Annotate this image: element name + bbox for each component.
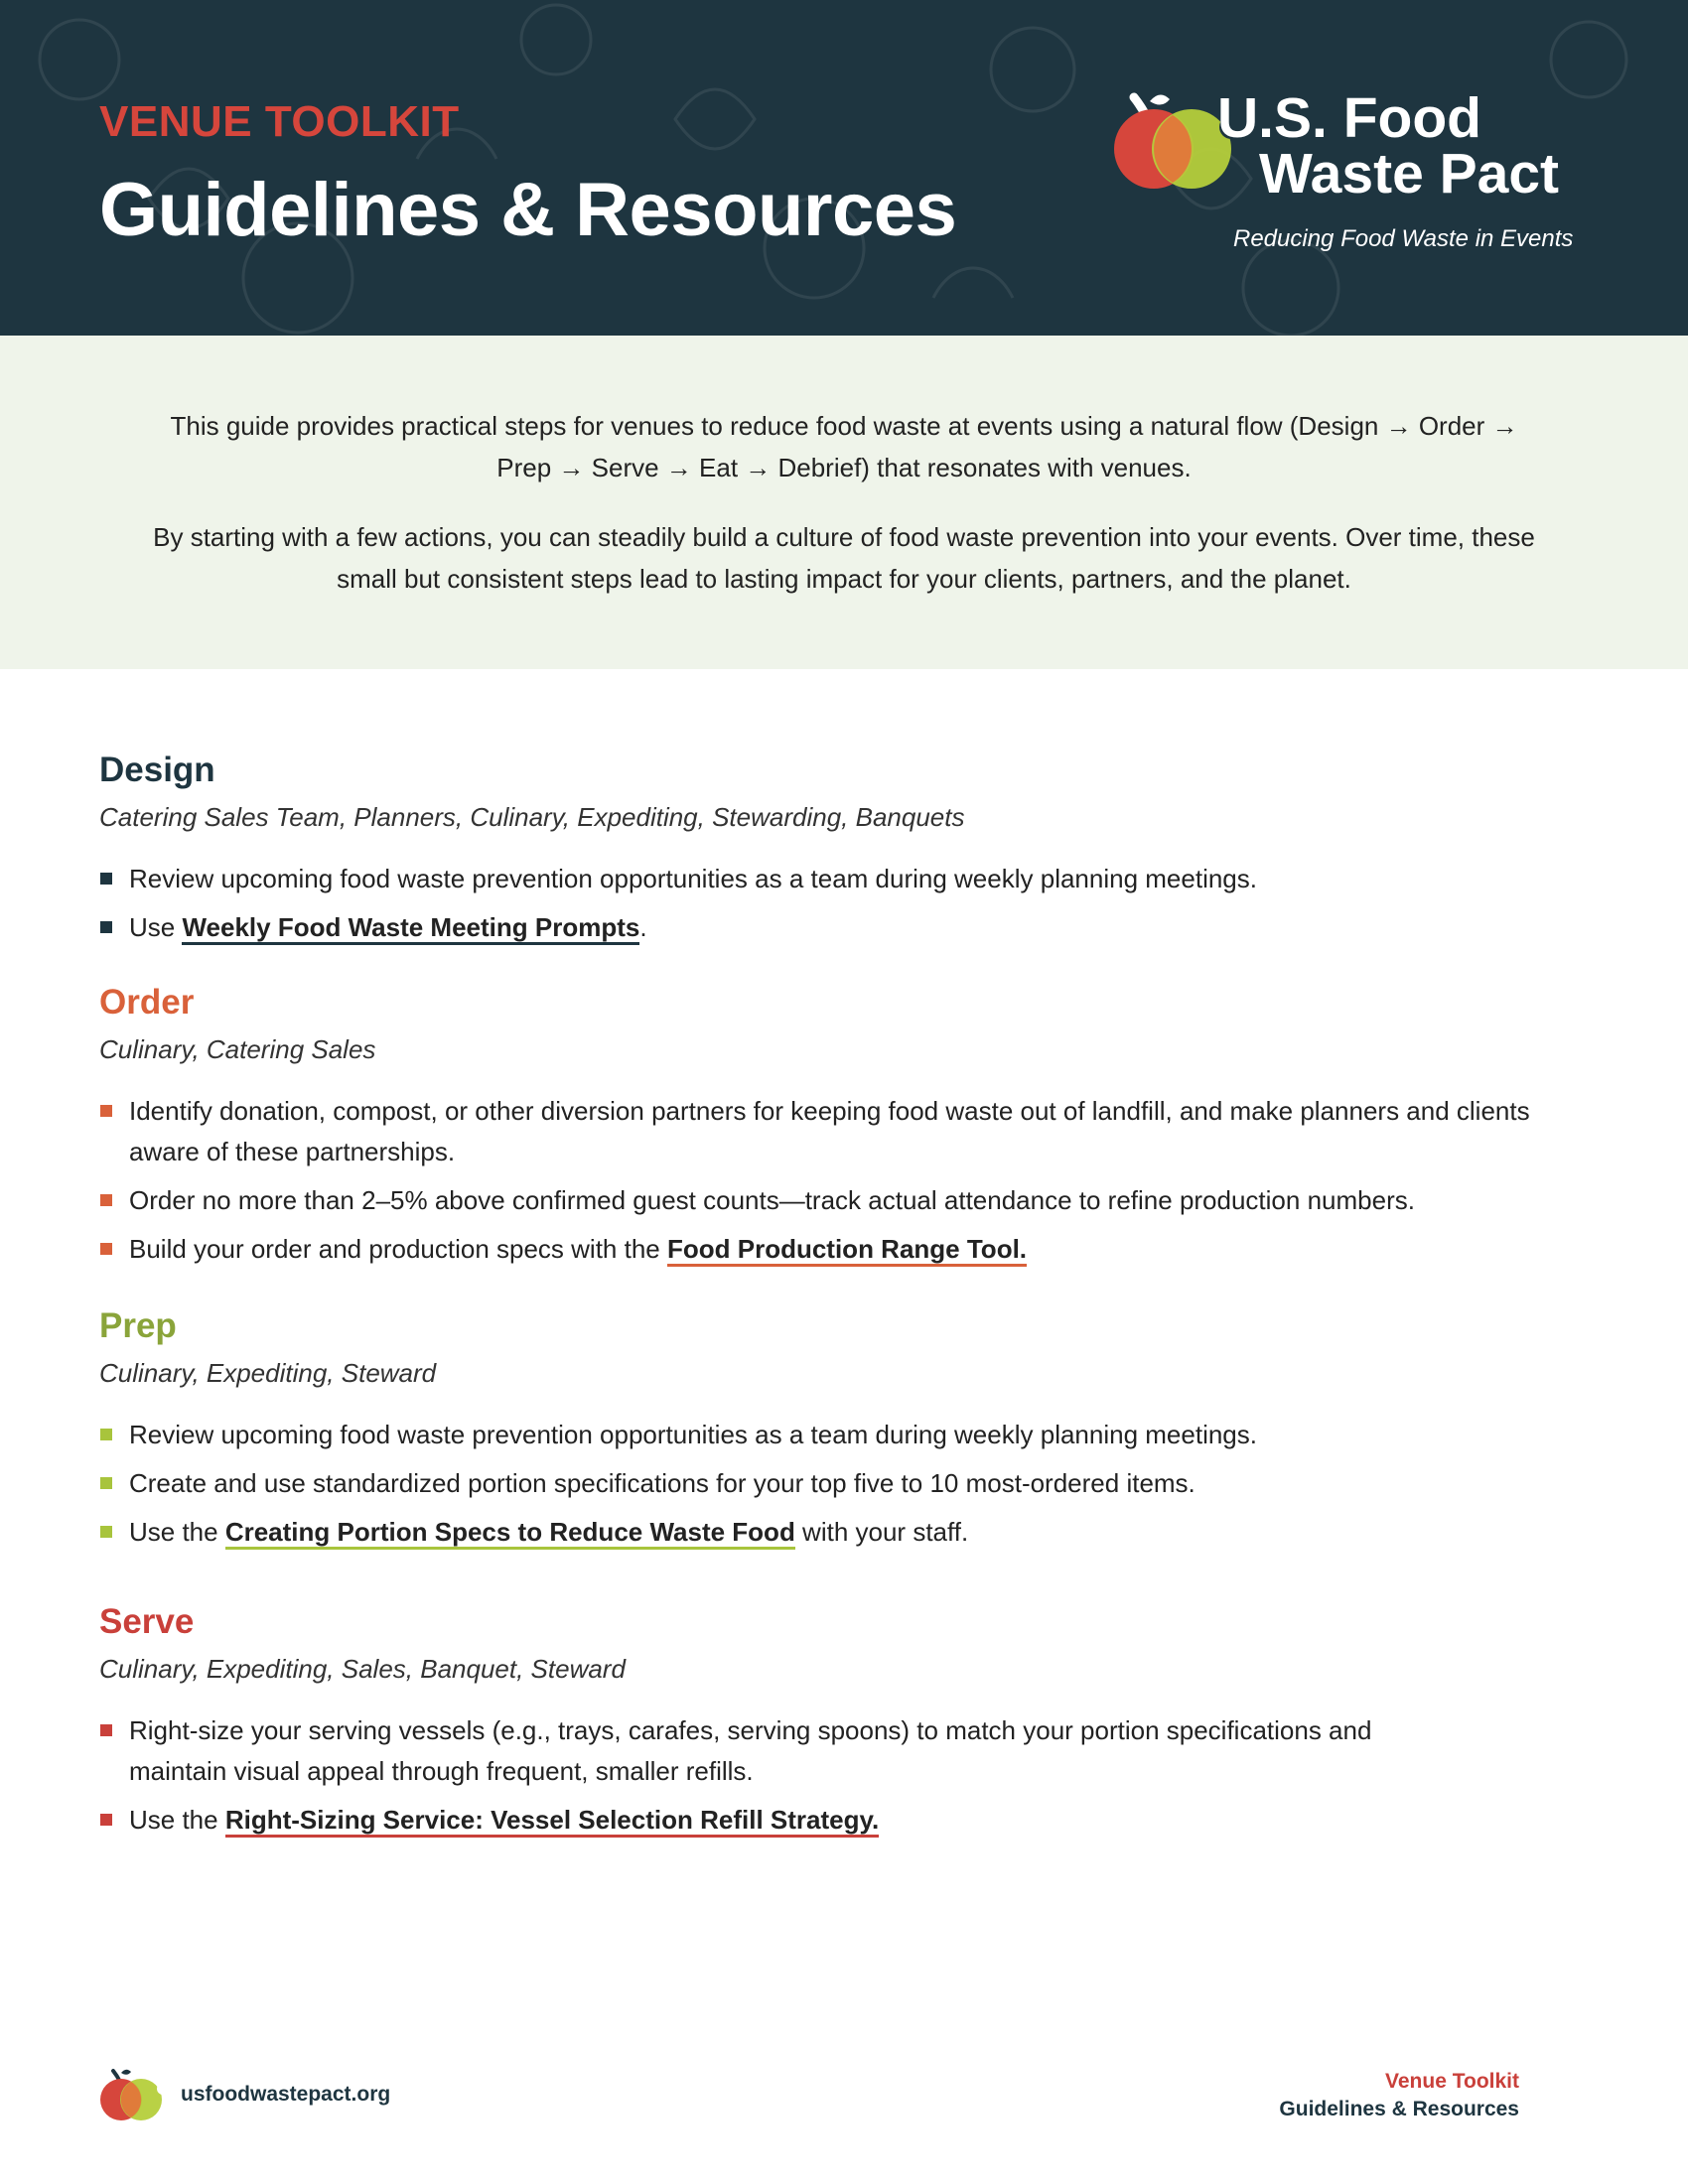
section-design (99, 751, 1589, 956)
list-item (99, 1091, 1589, 1172)
item-text: Identify donation, compost, or other diversion partners for keeping food waste out of landfill, and make planners and clients aware of these partnerships. (129, 1096, 1530, 1166)
list-item (99, 1512, 1589, 1553)
square-bullet-icon (100, 1105, 112, 1117)
list-item (99, 1180, 1589, 1221)
section-prep (99, 1306, 1589, 1561)
item-text: Order no more than 2–5% above confirmed guest counts—track actual attendance to refine production numbers. (129, 1185, 1415, 1215)
square-bullet-icon (100, 1243, 112, 1255)
list-item (99, 1710, 1420, 1792)
section-order (99, 983, 1589, 1278)
item-text-after: with your staff. (794, 1517, 969, 1547)
section-title: Order (99, 983, 195, 1022)
brand-lockup (1110, 81, 1607, 280)
section-title: Serve (99, 1602, 195, 1641)
section-serve (99, 1602, 1589, 1848)
square-bullet-icon (100, 1814, 112, 1826)
item-text: Right-size your serving vessels (e.g., trays, carafes, serving spoons) to match your portion specifications and maintain visual appeal through frequent, smaller refills. (129, 1715, 1372, 1786)
intro-paragraph-1: This guide provides practical steps for venues to reduce food waste at events using a natural flow (Design → Order → Prep → Serve → Eat → Debrief) that resonates with venues. (170, 411, 1518, 482)
intro-band (0, 336, 1688, 669)
list-item (99, 1463, 1589, 1504)
item-text: Create and use standardized portion specifications for your top five to 10 most-ordered items. (129, 1468, 1196, 1498)
right-sizing-service-link[interactable]: Right-Sizing Service: Vessel Selection Refill Strategy. (225, 1805, 879, 1838)
food-production-range-tool-link[interactable]: Food Production Range Tool. (667, 1234, 1027, 1267)
footer-doc-label (1122, 2068, 1519, 2123)
brand-name-line2: Waste Pact (1259, 142, 1560, 205)
portion-specs-link[interactable]: Creating Portion Specs to Reduce Waste Food (225, 1517, 795, 1550)
footer-fruit-logo-icon (99, 2067, 167, 2122)
brand-tagline: Reducing Food Waste in Events (1233, 225, 1574, 252)
square-bullet-icon (100, 873, 112, 885)
weekly-meeting-prompts-link[interactable]: Weekly Food Waste Meeting Prompts (182, 912, 639, 945)
item-text: Use the (129, 1805, 225, 1835)
section-title: Design (99, 751, 215, 789)
item-text: Use (129, 912, 183, 942)
page-title: Guidelines & Resources (99, 168, 957, 252)
footer-title-label: Guidelines & Resources (1279, 2098, 1519, 2120)
item-text: Review upcoming food waste prevention opportunities as a team during weekly planning meetings. (129, 1420, 1257, 1449)
list-item (99, 1800, 1420, 1841)
footer-website-link[interactable]: usfoodwastepact.org (181, 2083, 391, 2106)
square-bullet-icon (100, 1526, 112, 1538)
square-bullet-icon (100, 1477, 112, 1489)
header-banner (0, 0, 1688, 336)
square-bullet-icon (100, 1194, 112, 1206)
section-roles: Culinary, Expediting, Sales, Banquet, Steward (99, 1654, 626, 1684)
toolkit-kicker: VENUE TOOLKIT (99, 97, 460, 146)
brand-name-line1: U.S. Food (1217, 86, 1481, 150)
footer-toolkit-label: Venue Toolkit (1385, 2070, 1519, 2093)
item-text: Build your order and production specs with the (129, 1234, 667, 1264)
item-text-after: . (639, 912, 647, 942)
intro-paragraph-2: By starting with a few actions, you can steadily build a culture of food waste prevention into your events. Over time, these small but consistent steps lead to lasting impact for your clients, partners, and the planet. (153, 522, 1535, 594)
section-title: Prep (99, 1306, 177, 1345)
section-roles: Catering Sales Team, Planners, Culinary, Expediting, Stewarding, Banquets (99, 802, 965, 832)
square-bullet-icon (100, 921, 112, 933)
square-bullet-icon (100, 1724, 112, 1736)
list-item (99, 907, 1589, 948)
section-roles: Culinary, Catering Sales (99, 1034, 376, 1064)
item-text: Review upcoming food waste prevention opportunities as a team during weekly planning meetings. (129, 864, 1257, 893)
list-item (99, 1415, 1589, 1455)
item-text: Use the (129, 1517, 225, 1547)
section-roles: Culinary, Expediting, Steward (99, 1358, 437, 1388)
square-bullet-icon (100, 1429, 112, 1440)
list-item (99, 859, 1589, 899)
list-item (99, 1229, 1589, 1270)
